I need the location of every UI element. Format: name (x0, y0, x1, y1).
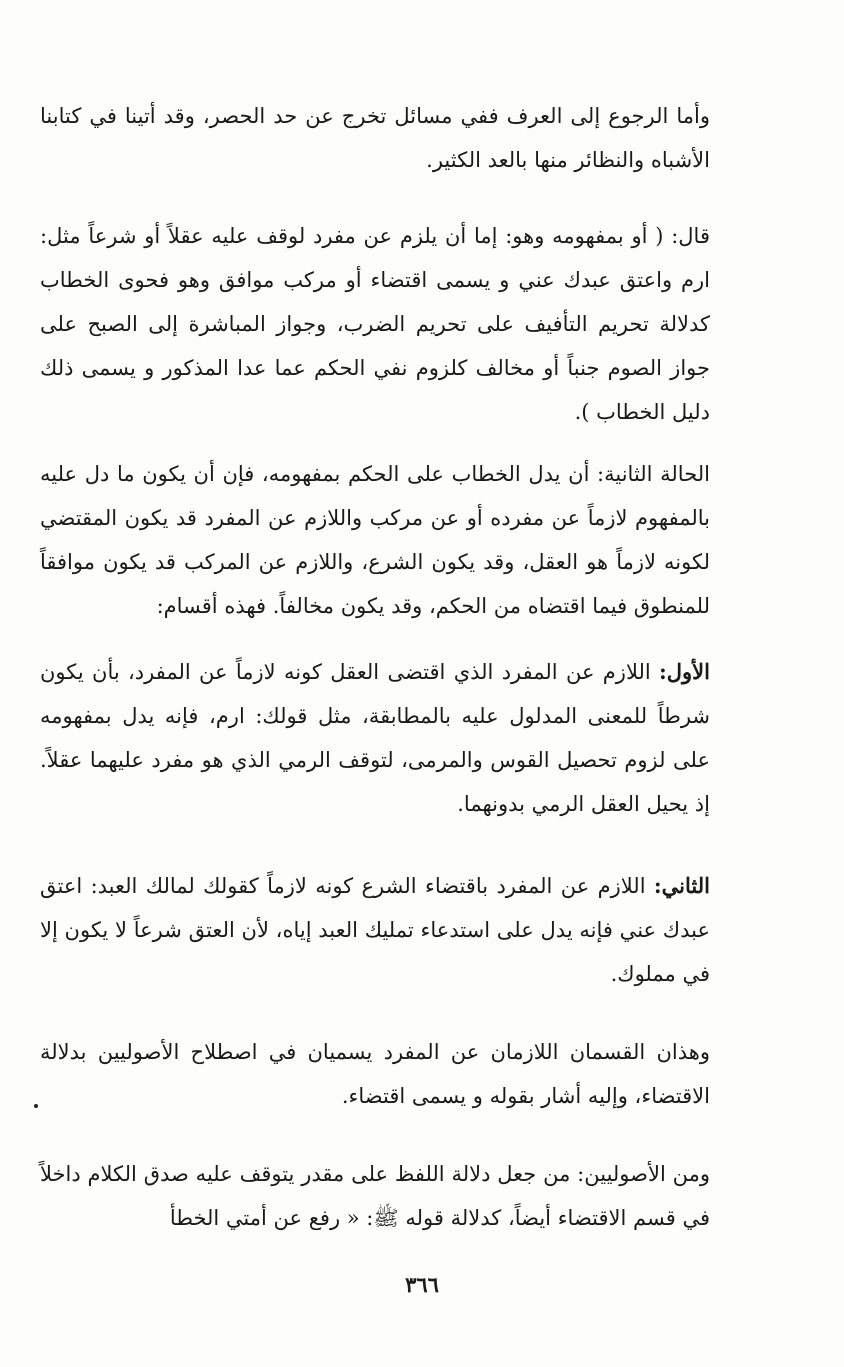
paragraph-text: قال: ( أو بمفهومه وهو: إما أن يلزم عن مفرد لوقف عليه عقلاً أو شرعاً مثل: ارم واعتق عبدك عني و يسمى اقتضاء أو مركب موافق وهو فحوى الخطاب كدلالة تحريم التأفيف على تحريم الضرب، وجواز المباشرة إلى الصبح على جواز الصوم جنباً أو مخالف كلزوم نفي الحكم عما عدا المذكور و يسمى ذلك دليل الخطاب ). (40, 224, 710, 424)
paragraph-text: اللازم عن المفرد الذي اقتضى العقل كونه لازماً عن المفرد، بأن يكون شرطاً للمعنى المدلول عليه بالمطابقة، مثل قولك: ارم، فإنه يدل بمفهومه على لزوم تحصيل القوس والمرمى، لتوقف الرمي الذي هو مفرد عليهما عقلاً. إذ يحيل العقل الرمي بدونهما. (40, 660, 710, 816)
paragraph-text: وأما الرجوع إلى العرف ففي مسائل تخرج عن حد الحصر، وقد أتينا في كتابنا الأشباه والنظائر منها بالعد الكثير. (40, 104, 710, 172)
paragraph-text: الحالة الثانية: أن يدل الخطاب على الحكم بمفهومه، فإن أن يكون ما دل عليه بالمفهوم لازماً عن مفرده أو عن مركب واللازم عن المفرد قد يكون المقتضي لكونه لازماً هو العقل، وقد يكون الشرع، واللازم عن المركب قد يكون موافقاً للمنطوق فيما اقتضاه من الحكم، وقد يكون مخالفاً. فهذه أقسام: (40, 462, 710, 618)
page-number: ٣٦٦ (405, 1272, 439, 1297)
paragraph-custom-reference (40, 94, 710, 182)
paragraph-lead: الأول: (659, 659, 710, 684)
paragraph-first-type (40, 650, 710, 826)
paragraph-text: ومن الأصوليين: من جعل دلالة اللفظ على مقدر يتوقف عليه صدق الكلام داخلاً في قسم الاقتضاء أيضاً، كدلالة قوله ﷺ: « رفع عن أمتي الخطأ (40, 1162, 710, 1230)
paragraph-iqtida-summary (40, 1030, 710, 1118)
paragraph-text: اللازم عن المفرد باقتضاء الشرع كونه لازماً كقولك لمالك العبد: اعتق عبدك عني فإنه يدل على استدعاء تمليك العبد إياه، لأن العتق شرعاً لا يكون إلا في مملوك. (40, 874, 710, 986)
paragraph-text: وهذان القسمان اللازمان عن المفرد يسميان في اصطلاح الأصوليين بدلالة الاقتضاء، وإليه أشار بقوله و يسمى اقتضاء. (40, 1040, 710, 1108)
paragraph-second-type (40, 864, 710, 996)
paragraph-second-case (40, 452, 710, 628)
paragraph-quoted-matn (40, 214, 710, 434)
ink-speck (34, 1104, 38, 1108)
paragraph-lead: الثاني: (653, 873, 710, 898)
paragraph-usuliyyin (40, 1152, 710, 1240)
